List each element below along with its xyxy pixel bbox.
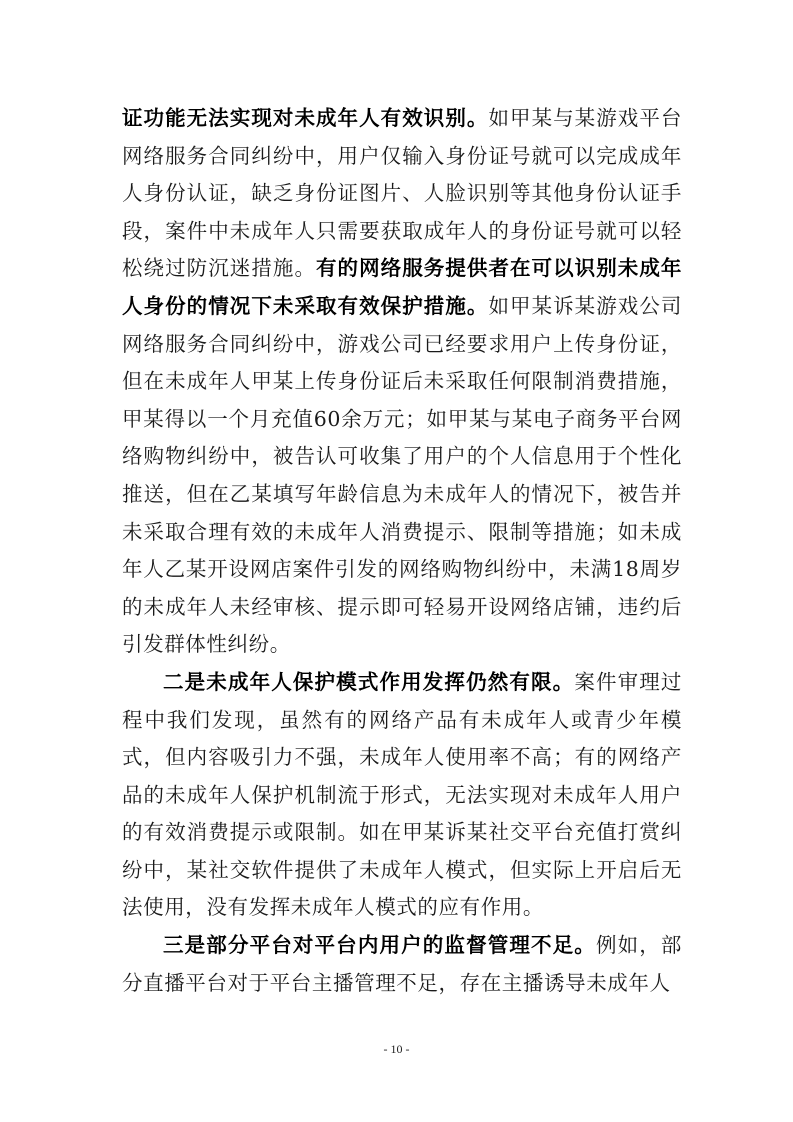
page-number: - 10 - — [383, 1042, 410, 1056]
bold-lead: 有的网络服务提供者在可以识别未成年人身份的情况下未采取有效保护措施。 — [122, 256, 682, 318]
bold-lead: 证功能无法实现对未成年人有效识别。 — [122, 106, 489, 130]
paragraph-1 — [122, 100, 682, 664]
bold-lead: 三是部分平台对平台内用户的监督管理不足。 — [163, 933, 596, 958]
text-run: 如甲某诉某游戏公司网络服务合同纠纷中，游戏公司已经要求用户上传身份证，但在未成年人甲某上传身份证后未采取任何限制消费措施，甲某得以一个月充值60余万元；如甲某与某电子商务平台网络购物纠纷中，被告认可收集了用户的个人信息用于个性化推送，但在乙某填写年龄信息为未成年人的情况下，被告并未采取合理有效的未成年人消费提示、限制等措施；如未成年人乙某开设网店案件引发的网络购物纠纷中，未满18周岁的未成年人未经审核、提示即可轻易开设网络店铺，违约后引发群体性纠纷。 — [122, 293, 682, 657]
text-run: 例如，部分直播平台对于平台主播管理不足，存在主播诱导未成年人 — [122, 933, 682, 995]
bold-lead: 二是未成年人保护模式作用发挥仍然有限。 — [163, 669, 575, 694]
paragraph-2 — [122, 664, 682, 927]
paragraph-3 — [122, 927, 682, 1002]
body-text — [122, 100, 682, 1002]
text-run: 如甲某与某游戏平台网络服务合同纠纷中，用户仅输入身份证号就可以完成成年人身份认证，缺乏身份证图片、人脸识别等其他身份认证手段，案件中未成年人只需要获取成年人的身份证号就可以轻松绕过防沉迷措施。 — [122, 106, 682, 281]
text-run: 案件审理过程中我们发现，虽然有的网络产品有未成年人或青少年模式，但内容吸引力不强，未成年人使用率不高；有的网络产品的未成年人保护机制流于形式，无法实现对未成年人用户的有效消费提示或限制。如在甲某诉某社交平台充值打赏纠纷中，某社交软件提供了未成年人模式，但实际上开启后无法使用，没有发挥未成年人模式的应有作用。 — [122, 669, 683, 920]
